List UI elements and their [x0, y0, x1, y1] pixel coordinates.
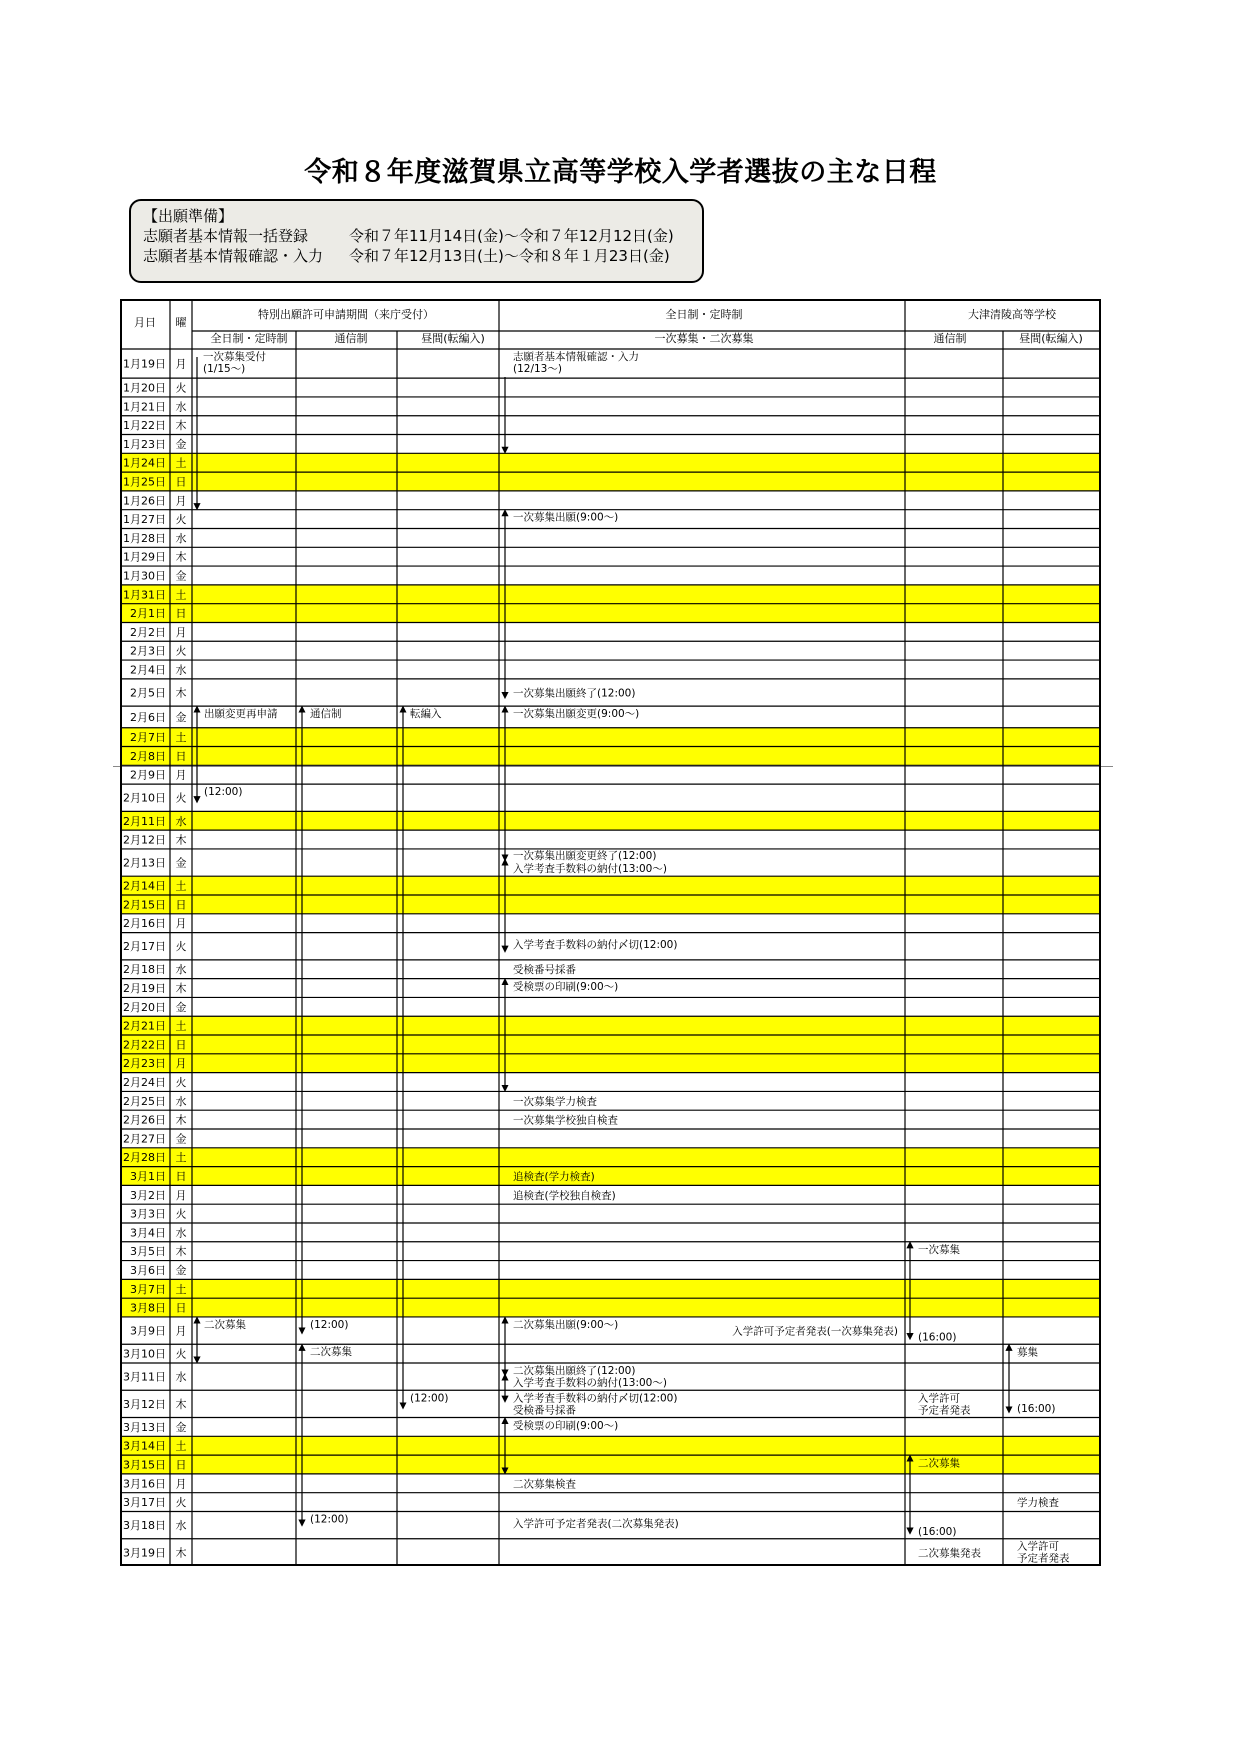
event-label: 入学考査手数料の納付(13:00～) — [513, 862, 667, 875]
dow-cell: 月 — [175, 1057, 187, 1071]
subheader-special-tenhen: 昼間(転編入) — [421, 332, 485, 345]
date-cell: 3月9日 — [130, 1324, 166, 1338]
event-label: 学力検査 — [1017, 1497, 1059, 1510]
event-label: (16:00) — [918, 1526, 957, 1539]
dow-cell: 火 — [175, 644, 187, 658]
event-label: (12/13～) — [513, 363, 562, 375]
date-cell: 2月14日 — [123, 879, 166, 893]
event-label: (12:00) — [310, 1513, 349, 1526]
dow-cell: 金 — [175, 437, 187, 451]
event-label: 追検査(学校独自検査) — [513, 1189, 616, 1202]
event-label: 二次募集出願終了(12:00) — [513, 1365, 636, 1378]
dow-cell: 月 — [175, 917, 187, 931]
dow-cell: 水 — [175, 400, 187, 414]
dow-cell: 月 — [175, 768, 187, 782]
holiday-row-fill — [120, 747, 1101, 766]
event-label: 二次募集発表 — [918, 1547, 981, 1560]
dow-cell: 日 — [175, 1038, 187, 1052]
date-cell: 3月12日 — [123, 1397, 166, 1411]
date-cell: 3月14日 — [123, 1439, 166, 1453]
dow-cell: 日 — [175, 1169, 187, 1183]
dow-cell: 金 — [175, 1132, 187, 1146]
dow-cell: 木 — [175, 833, 187, 847]
holiday-row-fill — [120, 876, 1101, 895]
holiday-row-fill — [120, 1148, 1101, 1167]
date-cell: 3月18日 — [123, 1519, 166, 1533]
date-cell: 1月19日 — [123, 357, 166, 371]
date-cell: 2月7日 — [130, 731, 166, 745]
event-label: 一次募集受付 — [203, 351, 266, 363]
holiday-row-fill — [120, 811, 1101, 830]
dow-cell: 火 — [175, 513, 187, 527]
event-label: 入学許可予定者発表(一次募集発表) — [732, 1325, 898, 1338]
date-cell: 2月20日 — [123, 1000, 166, 1014]
holiday-row-fill — [120, 585, 1101, 604]
dow-cell: 土 — [175, 1019, 187, 1033]
dow-cell: 月 — [175, 1477, 187, 1491]
dow-cell: 日 — [175, 898, 187, 912]
date-cell: 2月17日 — [123, 940, 166, 954]
event-label: 入学許可 — [1017, 1540, 1059, 1553]
dow-cell: 木 — [175, 1113, 187, 1127]
dow-cell: 木 — [175, 419, 187, 433]
dow-cell: 木 — [175, 1546, 187, 1560]
date-cell: 1月29日 — [123, 550, 166, 564]
date-cell: 3月1日 — [130, 1169, 166, 1183]
dow-cell: 土 — [175, 731, 187, 745]
date-cell: 2月22日 — [123, 1038, 166, 1052]
dow-cell: 火 — [175, 1207, 187, 1221]
event-label: (16:00) — [918, 1331, 957, 1344]
date-cell: 2月23日 — [123, 1057, 166, 1071]
date-cell: 3月4日 — [130, 1226, 166, 1240]
event-label: 一次募集出願変更終了(12:00) — [513, 849, 657, 862]
dow-cell: 木 — [175, 686, 187, 700]
date-cell: 3月8日 — [130, 1301, 166, 1315]
date-cell: 2月13日 — [123, 856, 166, 870]
date-cell: 2月16日 — [123, 917, 166, 931]
header-otsu-seiryo: 大津清陵高等学校 — [968, 308, 1056, 321]
event-label: 出願変更再申請 — [204, 708, 278, 721]
holiday-row-fill — [120, 1016, 1101, 1035]
preparation-label: 志願者基本情報確認・入力 — [143, 247, 324, 265]
subheader-special-tsushin: 通信制 — [334, 332, 368, 345]
dow-cell: 月 — [175, 494, 187, 508]
dow-cell: 土 — [175, 1439, 187, 1453]
dow-cell: 火 — [175, 940, 187, 954]
holiday-row-fill — [120, 472, 1101, 491]
date-cell: 3月16日 — [123, 1477, 166, 1491]
date-cell: 2月27日 — [123, 1132, 166, 1146]
dow-cell: 木 — [175, 982, 187, 996]
date-cell: 2月5日 — [130, 686, 166, 700]
holiday-row-fill — [120, 1054, 1101, 1073]
dow-cell: 火 — [175, 791, 187, 805]
header-date: 月日 — [134, 316, 156, 329]
date-cell: 3月17日 — [123, 1496, 166, 1510]
date-cell: 1月28日 — [123, 531, 166, 545]
header-dow: 曜 — [175, 316, 187, 329]
holiday-row-fill — [120, 1436, 1101, 1455]
date-cell: 2月11日 — [123, 814, 166, 828]
holiday-row-fill — [120, 1035, 1101, 1054]
preparation-period: 令和７年12月13日(土)～令和８年１月23日(金) — [349, 247, 670, 265]
event-label: 一次募集出願終了(12:00) — [513, 687, 636, 700]
dow-cell: 日 — [175, 607, 187, 621]
dow-cell: 火 — [175, 1076, 187, 1090]
event-label: 追検査(学力検査) — [513, 1170, 595, 1183]
event-label: 受検票の印刷(9:00～) — [513, 1419, 619, 1432]
date-cell: 1月31日 — [123, 588, 166, 602]
dow-cell: 日 — [175, 475, 187, 489]
dow-cell: 土 — [175, 1282, 187, 1296]
dow-cell: 月 — [175, 625, 187, 639]
event-label: 受検番号採番 — [513, 964, 576, 977]
date-cell: 2月4日 — [130, 663, 166, 677]
preparation-row — [143, 226, 690, 246]
dow-cell: 土 — [175, 456, 187, 470]
event-label: 一次募集出願(9:00～) — [513, 511, 619, 524]
date-cell: 3月2日 — [130, 1188, 166, 1202]
holiday-row-fill — [120, 895, 1101, 914]
holiday-row-fill — [120, 604, 1101, 623]
dow-cell: 水 — [175, 1226, 187, 1240]
preparation-heading: 【出願準備】 — [143, 207, 234, 225]
event-label: 一次募集出願変更(9:00～) — [513, 708, 640, 721]
event-label: 二次募集 — [918, 1457, 960, 1470]
dow-cell: 金 — [175, 569, 187, 583]
date-cell: 3月10日 — [123, 1347, 166, 1361]
date-cell: 1月26日 — [123, 494, 166, 508]
dow-cell: 金 — [175, 1263, 187, 1277]
dow-cell: 水 — [175, 1519, 187, 1533]
date-cell: 2月25日 — [123, 1094, 166, 1108]
date-cell: 2月1日 — [130, 607, 166, 621]
event-label: 二次募集 — [204, 1318, 246, 1331]
date-cell: 2月9日 — [130, 768, 166, 782]
date-cell: 2月21日 — [123, 1019, 166, 1033]
date-cell: 3月3日 — [130, 1207, 166, 1221]
event-label: 一次募集学力検査 — [513, 1095, 597, 1108]
event-label: 転編入 — [410, 708, 442, 721]
event-label: 二次募集 — [310, 1346, 352, 1359]
date-cell: 3月13日 — [123, 1420, 166, 1434]
holiday-row-fill — [120, 1167, 1101, 1186]
dow-cell: 木 — [175, 1397, 187, 1411]
date-cell: 3月7日 — [130, 1282, 166, 1296]
date-cell: 3月5日 — [130, 1245, 166, 1259]
event-label: 予定者発表 — [1017, 1552, 1070, 1565]
date-cell: 2月15日 — [123, 898, 166, 912]
subheader-zennichi-boshu: 一次募集・二次募集 — [654, 332, 754, 345]
date-cell: 2月26日 — [123, 1113, 166, 1127]
date-cell: 1月23日 — [123, 437, 166, 451]
date-cell: 1月21日 — [123, 400, 166, 414]
date-cell: 1月27日 — [123, 513, 166, 527]
dow-cell: 月 — [175, 1188, 187, 1202]
event-label: 入学考査手数料の納付(13:00～) — [513, 1377, 667, 1390]
schedule-table — [120, 299, 1101, 1566]
date-cell: 3月15日 — [123, 1458, 166, 1472]
header-zennichi: 全日制・定時制 — [665, 308, 743, 321]
dow-cell: 水 — [175, 531, 187, 545]
event-label: 入学許可予定者発表(二次募集発表) — [513, 1518, 679, 1531]
holiday-row-fill — [120, 1298, 1101, 1317]
date-cell: 3月6日 — [130, 1263, 166, 1277]
dow-cell: 水 — [175, 1370, 187, 1384]
event-label: 予定者発表 — [918, 1404, 971, 1417]
dow-cell: 火 — [175, 1496, 187, 1510]
date-cell: 2月28日 — [123, 1151, 166, 1165]
date-cell: 2月8日 — [130, 749, 166, 763]
event-label: 募集 — [1017, 1346, 1038, 1359]
dow-cell: 金 — [175, 1420, 187, 1434]
dow-cell: 火 — [175, 381, 187, 395]
event-label: 受検番号採番 — [513, 1404, 576, 1417]
event-label: 入学考査手数料の納付〆切(12:00) — [513, 1392, 678, 1405]
date-cell: 2月12日 — [123, 833, 166, 847]
dow-cell: 水 — [175, 963, 187, 977]
dow-cell: 土 — [175, 1151, 187, 1165]
holiday-row-fill — [120, 453, 1101, 472]
holiday-row-fill — [120, 728, 1101, 747]
dow-cell: 金 — [175, 1000, 187, 1014]
date-cell: 3月19日 — [123, 1546, 166, 1560]
event-label: (12:00) — [310, 1318, 349, 1331]
event-label: 受検票の印刷(9:00～) — [513, 981, 619, 994]
date-cell: 1月30日 — [123, 569, 166, 583]
date-cell: 1月22日 — [123, 419, 166, 433]
event-label: 入学考査手数料の納付〆切(12:00) — [513, 939, 678, 952]
date-cell: 2月18日 — [123, 963, 166, 977]
preparation-row — [143, 246, 690, 266]
dow-cell: 月 — [175, 1324, 187, 1338]
date-cell: 3月11日 — [123, 1370, 166, 1384]
preparation-box — [129, 199, 704, 283]
dow-cell: 日 — [175, 1458, 187, 1472]
dow-cell: 火 — [175, 1347, 187, 1361]
dow-cell: 日 — [175, 749, 187, 763]
event-label: 入学許可 — [918, 1392, 960, 1405]
preparation-period: 令和７年11月14日(金)～令和７年12月12日(金) — [349, 227, 674, 245]
header-special: 特別出願許可申請期間（来庁受付） — [258, 308, 434, 321]
subheader-otsu-tenhen: 昼間(転編入) — [1019, 332, 1083, 345]
dow-cell: 土 — [175, 588, 187, 602]
page-title: 令和８年度滋賀県立高等学校入学者選抜の主な日程 — [304, 157, 937, 188]
date-cell: 1月25日 — [123, 475, 166, 489]
dow-cell: 木 — [175, 1245, 187, 1259]
event-label: (16:00) — [1017, 1402, 1056, 1415]
preparation-label: 志願者基本情報一括登録 — [143, 227, 309, 245]
date-cell: 2月6日 — [130, 710, 166, 724]
subheader-special-zennichi: 全日制・定時制 — [210, 332, 288, 345]
dow-cell: 水 — [175, 1094, 187, 1108]
date-cell: 1月20日 — [123, 381, 166, 395]
event-label: 志願者基本情報確認・入力 — [513, 351, 639, 363]
event-label: (12:00) — [204, 786, 243, 799]
event-label: 二次募集出願(9:00～) — [513, 1318, 619, 1331]
dow-cell: 金 — [175, 710, 187, 724]
dow-cell: 土 — [175, 879, 187, 893]
dow-cell: 月 — [175, 357, 187, 371]
holiday-row-fill — [120, 1279, 1101, 1298]
event-label: 一次募集学校独自検査 — [513, 1114, 618, 1127]
date-cell: 2月3日 — [130, 644, 166, 658]
event-label: 一次募集 — [918, 1244, 960, 1257]
date-cell: 2月19日 — [123, 982, 166, 996]
dow-cell: 日 — [175, 1301, 187, 1315]
event-label: 二次募集検査 — [513, 1478, 576, 1491]
event-label: 通信制 — [310, 708, 342, 721]
dow-cell: 金 — [175, 856, 187, 870]
date-cell: 1月24日 — [123, 456, 166, 470]
event-label: (12:00) — [410, 1392, 449, 1405]
date-cell: 2月2日 — [130, 625, 166, 639]
date-cell: 2月10日 — [123, 791, 166, 805]
dow-cell: 木 — [175, 550, 187, 564]
date-cell: 2月24日 — [123, 1076, 166, 1090]
subheader-otsu-tsushin: 通信制 — [933, 332, 967, 345]
dow-cell: 水 — [175, 814, 187, 828]
event-label: (1/15～) — [203, 363, 246, 375]
dow-cell: 水 — [175, 663, 187, 677]
